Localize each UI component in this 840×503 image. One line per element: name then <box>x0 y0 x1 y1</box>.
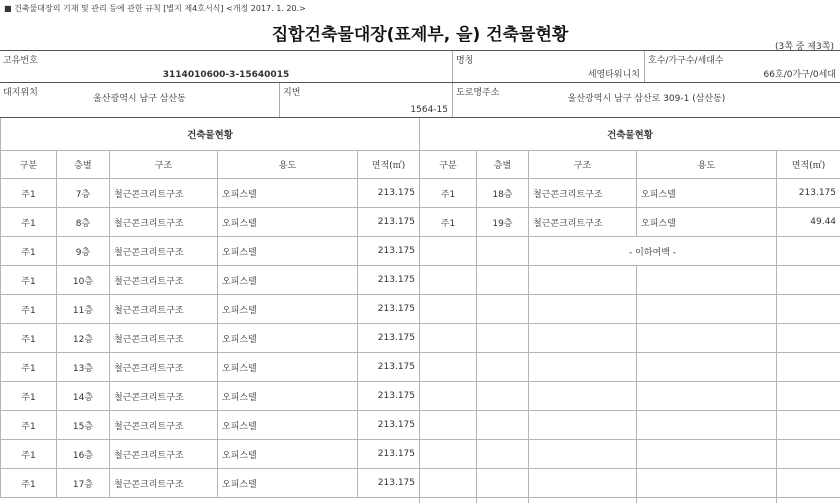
site-cell <box>0 83 280 117</box>
use-cell: 오피스텔 <box>218 324 358 353</box>
kind-cell: 주1 <box>1 324 57 353</box>
kind-cell: 주1 <box>1 411 57 440</box>
kind-cell: 주1 <box>420 208 477 237</box>
area-cell: 213.175 <box>358 353 420 382</box>
area-cell: 213.175 <box>358 266 420 295</box>
table-row <box>1 382 420 411</box>
use-cell: 오피스텔 <box>218 411 358 440</box>
empty-row <box>420 295 840 324</box>
floor-cell: 9층 <box>57 237 110 266</box>
table-row <box>420 179 840 208</box>
use-cell: 오피스텔 <box>218 208 358 237</box>
use-cell: 오피스텔 <box>218 266 358 295</box>
empty-row <box>420 411 840 440</box>
floor-cell: 12층 <box>57 324 110 353</box>
site-label: 대지위치 <box>3 88 38 98</box>
right-building-table <box>419 117 840 503</box>
info-row-1 <box>0 50 840 82</box>
area-cell: 49.44 <box>777 208 840 237</box>
kind-cell: 주1 <box>1 208 57 237</box>
empty-row <box>420 440 840 469</box>
unique-no-value: 3114010600-3-15640015 <box>162 70 290 80</box>
area-cell: 213.175 <box>358 237 420 266</box>
empty-row <box>420 382 840 411</box>
area-cell: 213.175 <box>358 179 420 208</box>
unique-no-cell <box>0 51 453 82</box>
table-row <box>1 237 420 266</box>
use-cell: 오피스텔 <box>218 295 358 324</box>
structure-cell: 철근콘크리트구조 <box>110 353 218 382</box>
blank-note-row <box>420 237 840 266</box>
area-cell: 213.175 <box>358 382 420 411</box>
kind-cell: 주1 <box>1 382 57 411</box>
column-header: 층별 <box>57 151 110 179</box>
table-row <box>1 295 420 324</box>
table-row <box>1 353 420 382</box>
area-cell: 213.175 <box>358 469 420 498</box>
empty-row <box>420 353 840 382</box>
column-header: 용도 <box>218 151 358 179</box>
blank-note: - 이하여백 - <box>529 237 777 266</box>
table-row <box>1 179 420 208</box>
kind-cell: 주1 <box>1 353 57 382</box>
road-cell <box>453 83 840 117</box>
lot-label: 지번 <box>283 88 301 98</box>
floor-cell: 18층 <box>477 179 529 208</box>
structure-cell: 철근콘크리트구조 <box>110 324 218 353</box>
table-row <box>1 208 420 237</box>
site-value: 울산광역시 남구 삼산동 <box>93 94 186 104</box>
structure-cell: 철근콘크리트구조 <box>110 469 218 498</box>
structure-cell: 철근콘크리트구조 <box>529 208 637 237</box>
structure-cell: 철근콘크리트구조 <box>110 266 218 295</box>
units-cell <box>645 51 840 82</box>
empty-row <box>420 498 840 503</box>
use-cell: 오피스텔 <box>637 208 777 237</box>
table-row <box>1 266 420 295</box>
empty-row <box>420 324 840 353</box>
name-label: 명칭 <box>456 56 474 66</box>
table-row <box>1 440 420 469</box>
info-row-2 <box>0 82 840 117</box>
unique-no-label: 고유번호 <box>3 56 38 66</box>
floor-cell: 11층 <box>57 295 110 324</box>
area-cell: 213.175 <box>358 440 420 469</box>
kind-cell: 주1 <box>1 179 57 208</box>
lot-cell <box>280 83 453 117</box>
column-header: 면적(㎡) <box>777 151 840 179</box>
column-header-row <box>420 151 840 179</box>
units-label: 호수/가구수/세대수 <box>648 56 724 66</box>
kind-cell: 주1 <box>1 237 57 266</box>
section-title: 건축물현황 <box>1 118 420 151</box>
column-header: 구분 <box>1 151 57 179</box>
page-title: 집합건축물대장(표제부, 을) 건축물현황 <box>271 25 569 45</box>
floor-cell: 14층 <box>57 382 110 411</box>
structure-cell: 철근콘크리트구조 <box>110 382 218 411</box>
use-cell: 오피스텔 <box>218 469 358 498</box>
structure-cell: 철근콘크리트구조 <box>110 440 218 469</box>
section-header-row <box>420 118 840 151</box>
empty-row <box>420 469 840 498</box>
use-cell: 오피스텔 <box>218 353 358 382</box>
floor-cell: 15층 <box>57 411 110 440</box>
units-value: 66호/0가구/0세대 <box>763 70 836 80</box>
floor-cell: 17층 <box>57 469 110 498</box>
use-cell: 오피스텔 <box>218 382 358 411</box>
road-label: 도로명주소 <box>456 88 500 98</box>
area-cell: 213.175 <box>777 179 840 208</box>
floor-cell: 19층 <box>477 208 529 237</box>
name-cell <box>453 51 645 82</box>
floor-cell: 8층 <box>57 208 110 237</box>
page-number: (3쪽 중 제3쪽) <box>775 42 834 52</box>
floor-cell: 16층 <box>57 440 110 469</box>
use-cell: 오피스텔 <box>218 237 358 266</box>
left-building-table <box>0 117 420 498</box>
section-header-row <box>1 118 420 151</box>
column-header: 구분 <box>420 151 477 179</box>
area-cell: 213.175 <box>358 411 420 440</box>
use-cell: 오피스텔 <box>218 179 358 208</box>
kind-cell: 주1 <box>1 266 57 295</box>
name-value: 세영타워니치 <box>587 70 640 80</box>
kind-cell: 주1 <box>420 179 477 208</box>
area-cell: 213.175 <box>358 208 420 237</box>
floor-cell: 7층 <box>57 179 110 208</box>
section-title: 건축물현황 <box>420 118 840 151</box>
kind-cell: 주1 <box>1 440 57 469</box>
structure-cell: 철근콘크리트구조 <box>110 295 218 324</box>
structure-cell: 철근콘크리트구조 <box>110 411 218 440</box>
area-cell: 213.175 <box>358 295 420 324</box>
lot-value: 1564-15 <box>410 105 448 115</box>
column-header: 구조 <box>110 151 218 179</box>
column-header: 층별 <box>477 151 529 179</box>
floor-cell: 13층 <box>57 353 110 382</box>
kind-cell: 주1 <box>1 469 57 498</box>
use-cell: 오피스텔 <box>637 179 777 208</box>
structure-cell: 철근콘크리트구조 <box>529 179 637 208</box>
structure-cell: 철근콘크리트구조 <box>110 237 218 266</box>
column-header-row <box>1 151 420 179</box>
table-row <box>420 208 840 237</box>
road-value: 울산광역시 남구 삼산로 309-1 (삼산동) <box>567 94 726 104</box>
table-row <box>1 469 420 498</box>
column-header: 구조 <box>529 151 637 179</box>
table-row <box>1 411 420 440</box>
empty-row <box>420 266 840 295</box>
column-header: 용도 <box>637 151 777 179</box>
area-cell: 213.175 <box>358 324 420 353</box>
column-header: 면적(㎡) <box>358 151 420 179</box>
structure-cell: 철근콘크리트구조 <box>110 179 218 208</box>
use-cell: 오피스텔 <box>218 440 358 469</box>
structure-cell: 철근콘크리트구조 <box>110 208 218 237</box>
floor-cell: 10층 <box>57 266 110 295</box>
form-regulation-note: ■ 건축물대장의 기재 및 관리 등에 관한 규칙 [별지 제4호서식] <개정 2017. 1. 20.> <box>4 4 306 13</box>
kind-cell: 주1 <box>1 295 57 324</box>
table-row <box>1 324 420 353</box>
